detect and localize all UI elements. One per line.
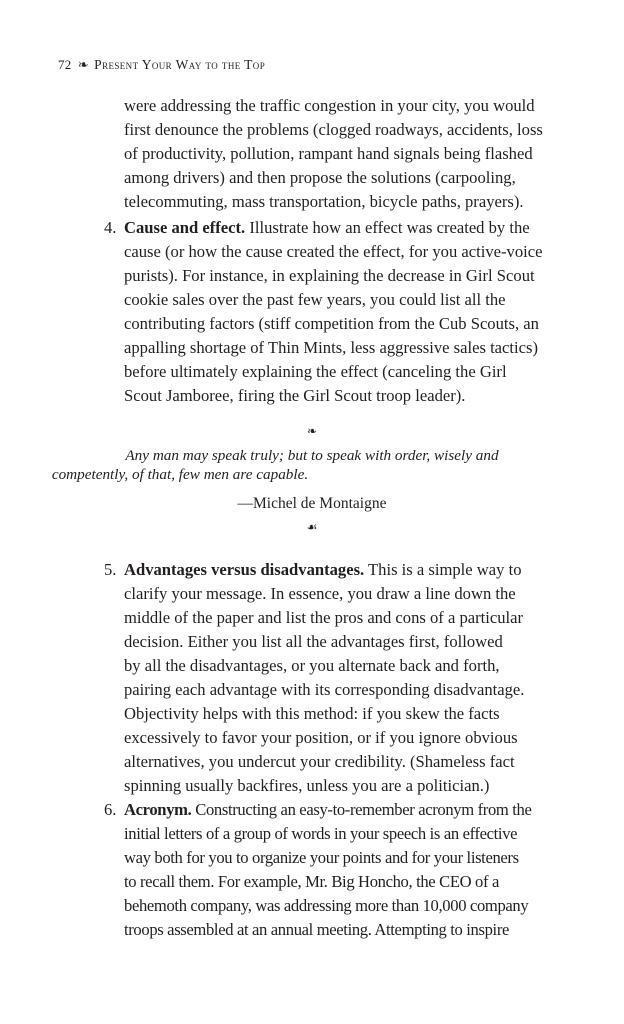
text-line: behemoth company, was addressing more than 10,000 company xyxy=(124,896,529,915)
text-line: alternatives, you undercut your credibility. (Shameless fact xyxy=(124,752,515,771)
text-line xyxy=(124,216,530,240)
text-line: to recall them. For example, Mr. Big Honcho, the CEO of a xyxy=(124,872,499,891)
quote-line: competently, of that, few men are capable. xyxy=(51,466,309,483)
running-title: Present Your Way to the Top xyxy=(94,57,266,72)
item-number: 4. xyxy=(104,218,117,237)
text-line: spinning usually backfires, unless you are a politician.) xyxy=(124,776,490,795)
text-line: troops assembled at an annual meeting. Attempting to inspire xyxy=(124,920,510,939)
running-header xyxy=(58,57,265,73)
fleuron-icon: ☙ xyxy=(306,520,318,534)
text-line: before ultimately explaining the effect (canceling the Girl xyxy=(124,362,507,381)
text-line: cause (or how the cause created the effect, for you active-voice xyxy=(124,242,543,261)
text-line: decision. Either you list all the advantages first, followed xyxy=(124,632,503,651)
item-text: Constructing an easy-to-remember acronym from the xyxy=(191,800,532,819)
text-line: excessively to favor your position, or if you ignore obvious xyxy=(124,728,518,747)
item-text: Illustrate how an effect was created by the xyxy=(245,218,530,237)
text-line xyxy=(124,798,532,822)
text-line: pairing each advantage with its corresponding disadvantage. xyxy=(124,680,525,699)
item-text: This is a simple way to xyxy=(364,560,522,579)
text-line: initial letters of a group of words in your speech is an effective xyxy=(124,824,518,843)
text-line: clarify your message. In essence, you draw a line down the xyxy=(124,584,516,603)
text-line: Objectivity helps with this method: if you skew the facts xyxy=(124,704,500,723)
text-line: first denounce the problems (clogged roadways, accidents, loss xyxy=(124,120,543,139)
item-number: 5. xyxy=(104,560,117,579)
item-heading: Advantages versus disadvantages. xyxy=(124,560,365,579)
item-number: 6. xyxy=(104,800,117,819)
fleuron-icon: ❧ xyxy=(306,424,318,438)
page-number: 72 xyxy=(58,57,72,72)
text-line: telecommuting, mass transportation, bicycle paths, prayers). xyxy=(124,192,524,211)
item-heading: Cause and effect. xyxy=(124,218,246,237)
text-line xyxy=(124,558,522,582)
text-line: way both for you to organize your points and for your listeners xyxy=(124,848,519,867)
text-line: cookie sales over the past few years, you could list all the xyxy=(124,290,506,309)
text-line: Scout Jamboree, firing the Girl Scout troop leader). xyxy=(124,386,466,405)
text-line: among drivers) and then propose the solutions (carpooling, xyxy=(124,168,516,187)
item-heading: Acronym. xyxy=(124,800,192,819)
text-line: appalling shortage of Thin Mints, less aggressive sales tactics) xyxy=(124,338,538,357)
text-line: by all the disadvantages, or you alternate back and forth, xyxy=(124,656,500,675)
quote-line: Any man may speak truly; but to speak with order, wisely and xyxy=(125,447,499,464)
text-line: of productivity, pollution, rampant hand signals being flashed xyxy=(124,144,533,163)
fleuron-icon: ❧ xyxy=(77,57,89,72)
text-line: purists). For instance, in explaining the decrease in Girl Scout xyxy=(124,266,535,285)
text-line: contributing factors (stiff competition from the Cub Scouts, an xyxy=(124,314,539,333)
text-line: were addressing the traffic congestion in your city, you would xyxy=(124,96,535,115)
quote-attribution: —Michel de Montaigne xyxy=(237,495,387,512)
text-line: middle of the paper and list the pros and cons of a particular xyxy=(124,608,524,627)
